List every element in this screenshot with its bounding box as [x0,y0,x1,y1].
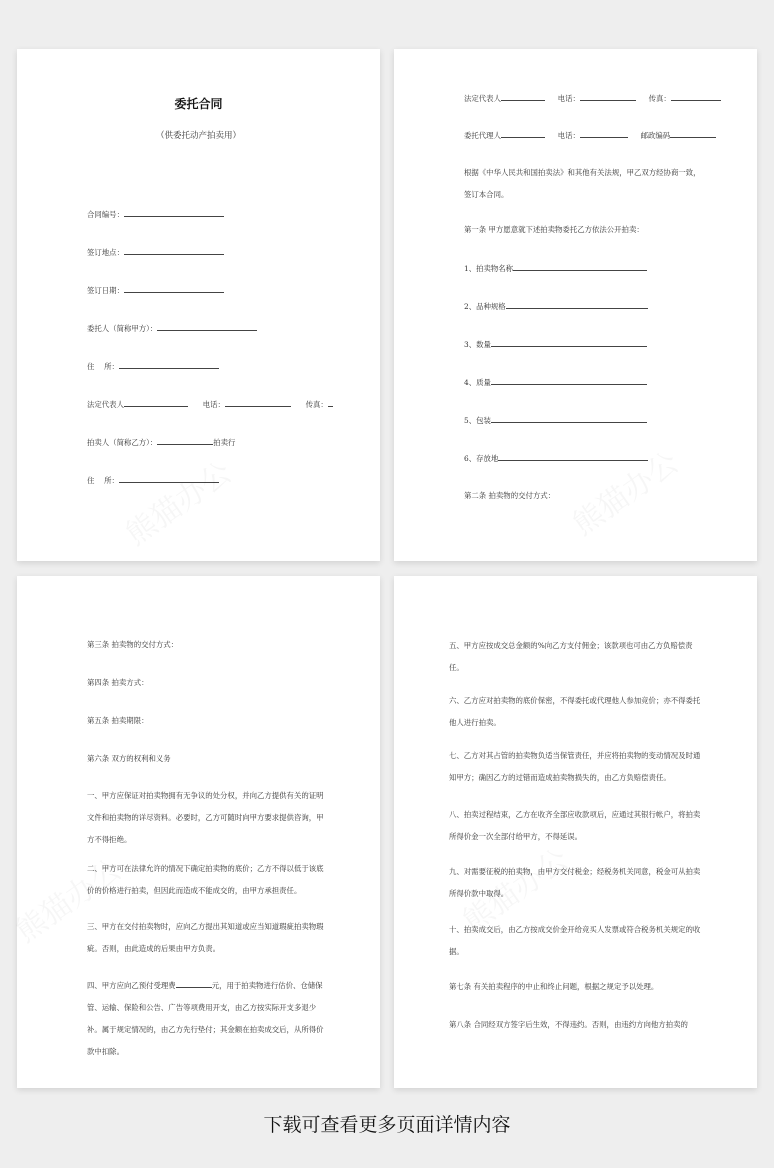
legal-rep-row: 法定代表人 电话： 传真： [464,93,721,104]
document-subtitle: （供委托动产拍卖用） [155,131,241,141]
blank-line [671,93,721,101]
blank-line [124,247,224,255]
clause-7: 七、乙方对其占管的拍卖物负适当保管责任，并应将拍卖物的变动情况及时通知甲方；确因乙方的过错而造成拍卖物损失的，由乙方负赔偿责任。 [449,751,701,782]
blank-line [513,263,647,271]
watermark [115,449,239,554]
blank-line [225,399,291,407]
download-prompt[interactable]: 下载可查看更多页面详情内容 [263,1114,511,1136]
document-page-2 [394,49,757,561]
agent-row: 委托代理人 电话： 邮政编码 [464,130,716,141]
article-5: 第五条 拍卖期限： [87,716,149,725]
document-title: 委托合同 [174,97,223,111]
document-page-3 [17,576,380,1088]
blank-line [670,130,716,138]
article-4: 第四条 拍卖方式： [87,678,149,687]
item-quantity: 3、数量 [464,339,647,350]
clause-6: 六、乙方应对拍卖物的底价保密，不得委托或代理他人参加竞价；亦不得委托他人进行拍卖。 [449,696,701,727]
item-package: 5、包装 [464,415,647,426]
blank-line [119,475,219,483]
article-3: 第三条 拍卖物的交付方式： [87,640,179,649]
sign-date-field: 签订日期： [87,285,224,296]
article-7: 第七条 有关拍卖程序的中止和终止问题，根据之规定予以处理。 [449,982,659,991]
blank-line [124,285,224,293]
blank-line [501,130,545,138]
blank-line [157,437,213,445]
blank-line [506,301,648,309]
clause-4: 四、甲方应向乙预付受理费 元，用于拍卖物进行估价、仓储保管、运输、保险和公告、广告等项费用开支，由乙方按实际开支多退少补。属于规定情况的，由乙方先行垫付；其金额在拍卖成交后，从所得价款中扣除。 [87,981,324,1056]
document-page-4 [394,576,757,1088]
blank-line [491,339,647,347]
document-page-1 [17,49,380,561]
clause-5: 五、甲方应按成交总金额的%向乙方支付佣金；该款项也可由乙方负赔偿责任。 [449,641,693,672]
item-quality: 4、质量 [464,377,647,388]
blank-line [501,93,545,101]
clause-1: 一、甲方应保证对拍卖物拥有无争议的处分权，并向乙方提供有关的证明文件和拍卖物的详尽资料。必要时，乙方可随时向甲方要求提供咨询，甲方不得拒绝。 [87,791,324,844]
article-2: 第二条 拍卖物的交付方式： [464,491,556,500]
blank-line [328,399,333,407]
legal-rep-row: 法定代表人 电话： 传真： [87,399,333,410]
clause-10: 十、拍卖成交后，由乙方按成交价金开给竞买人发票或符合税务机关规定的收据。 [449,925,701,956]
contract-no-field: 合同编号： [87,209,224,220]
clause-8: 八、拍卖过程结束，乙方在收齐全部应收款项后，应通过其银行帐户，将拍卖所得价金一次全部付给甲方，不得延误。 [449,810,701,841]
intro-paragraph: 根据《中华人民共和国拍卖法》和其他有关法规，甲乙双方经协商一致，签订本合同。 [464,168,701,199]
blank-line [498,453,648,461]
blank-line [124,209,224,217]
item-name: 1、拍卖物名称 [464,263,647,274]
blank-line [124,399,188,407]
client-field: 委托人（简称甲方）： [87,323,257,334]
blank-line [580,93,636,101]
clause-2: 二、甲方可在法律允许的情况下确定拍卖物的底价；乙方不得以低于该底价的价格进行拍卖，但因此而造成不能成交的，由甲方承担责任。 [87,864,324,895]
blank-line [119,361,219,369]
article-6: 第六条 双方的权利和义务 [87,754,171,763]
item-storage: 6、存放地 [464,453,648,464]
blank-line [157,323,257,331]
article-8: 第八条 合同经双方签字后生效，不得违约。否则，由违约方向他方拍卖的 [449,1020,688,1029]
address-field: 住 所： [87,361,219,372]
blank-line [491,377,647,385]
article-1: 第一条 甲方愿意就下述拍卖物委托乙方依法公开拍卖： [464,225,644,234]
address-field-2: 住 所： [87,475,219,486]
blank-line [580,130,628,138]
blank-line [491,415,647,423]
blank-line [176,980,212,988]
auctioneer-field: 拍卖人（简称乙方）： 拍卖行 [87,438,236,447]
clause-9: 九、对需要征税的拍卖物，由甲方交付税金；经税务机关同意，税金可从拍卖所得价款中取得。 [449,867,701,898]
item-spec: 2、品种规格 [464,301,648,312]
sign-place-field: 签订地点： [87,247,224,258]
clause-3: 三、甲方在交付拍卖物时，应向乙方提出其知道或应当知道瑕疵拍卖物瑕疵。否则，由此造成的后果由甲方负责。 [87,922,324,953]
